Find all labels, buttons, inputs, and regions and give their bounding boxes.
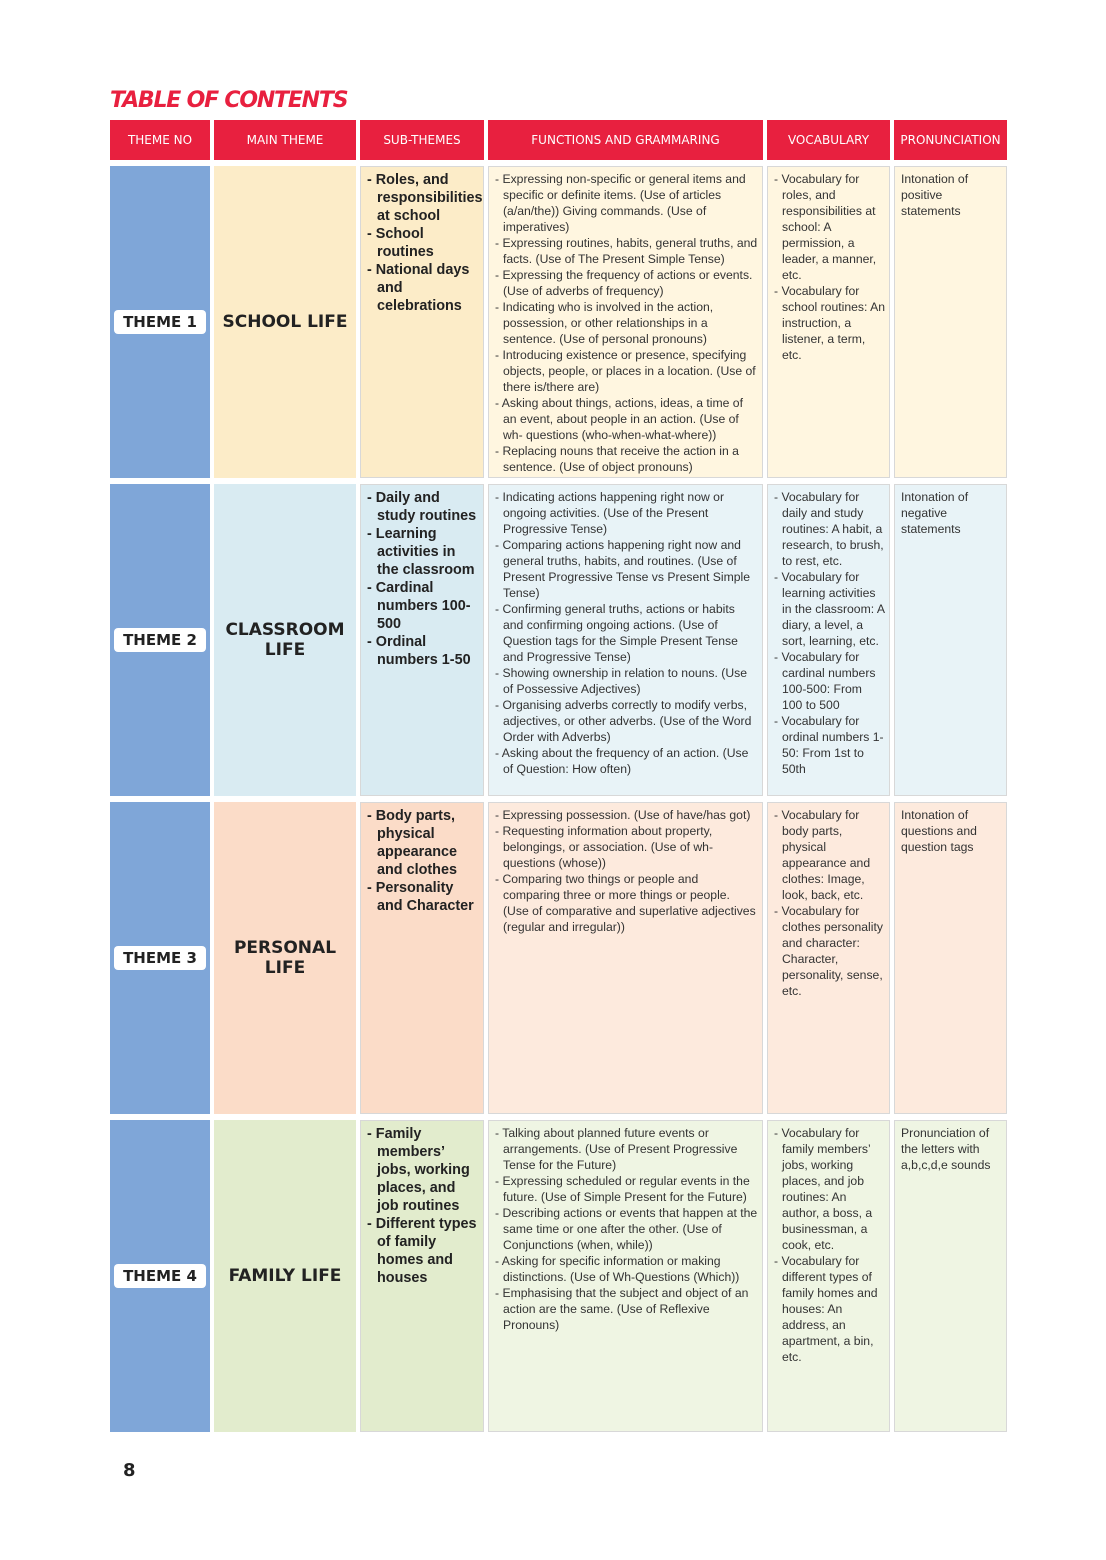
sub-theme-item: - Cardinal numbers 100-500	[367, 580, 471, 632]
vocabulary-cell	[767, 802, 890, 1114]
function-item: - Organising adverbs correctly to modify verbs, adjectives, or other adverbs. (Use of the Word Order with Adverbs)	[495, 698, 752, 744]
sub-theme-item: - Personality and Character	[367, 880, 474, 914]
function-item: - Indicating who is involved in the action, possession, or other relationships in a sentence. (Use of personal pronouns)	[495, 300, 714, 346]
vocabulary-cell	[767, 166, 890, 478]
function-item: - Comparing actions happening right now and general truths, habits, and routines. (Use of Present Progressive Tense vs Present Simple Tense)	[495, 538, 751, 600]
sub-theme-item: - Roles, and responsibilities at school	[367, 172, 483, 224]
sub-theme-item: - National days and celebrations	[367, 262, 470, 314]
header-theme-no: THEME NO	[110, 120, 210, 160]
vocabulary-item: - Vocabulary for daily and study routines: A habit, a research, to brush, to rest, etc.	[774, 490, 884, 568]
sub-theme-item: - School routines	[367, 226, 434, 260]
pronunciation-cell	[894, 484, 1007, 796]
function-item: - Expressing the frequency of actions or events. (Use of adverbs of frequency)	[495, 268, 753, 298]
vocabulary-item: - Vocabulary for ordinal numbers 1-50: From 1st to 50th	[774, 714, 884, 776]
function-item: - Asking about things, actions, ideas, a time of an event, about people in an action. (Use of wh- questions (who-when-what-where))	[495, 396, 743, 442]
theme-number-cell	[110, 166, 210, 478]
function-item: - Expressing scheduled or regular events in the future. (Use of Simple Present for the Future)	[495, 1174, 750, 1204]
pronunciation-text: Pronunciation of the letters with a,b,c,d,e sounds	[901, 1126, 991, 1172]
functions-cell	[488, 1120, 763, 1432]
main-theme-cell: PERSONAL LIFE	[214, 802, 356, 1114]
pronunciation-text: Intonation of questions and question tags	[901, 808, 977, 854]
main-theme-cell: CLASSROOM LIFE	[214, 484, 356, 796]
function-item: - Introducing existence or presence, specifying objects, people, or places in a location. (Use of there is/there are)	[495, 348, 756, 394]
header-main-theme: MAIN THEME	[214, 120, 356, 160]
theme-number-cell	[110, 484, 210, 796]
vocabulary-cell	[767, 484, 890, 796]
theme-number-cell	[110, 1120, 210, 1432]
pronunciation-text: Intonation of negative statements	[901, 490, 969, 536]
vocabulary-item: - Vocabulary for family members’ jobs, working places, and job routines: An author, a boss, a businessman, a cook, etc.	[774, 1126, 873, 1252]
header-sub-themes: SUB-THEMES	[360, 120, 484, 160]
sub-theme-item: - Learning activities in the classroom	[367, 526, 475, 578]
functions-cell	[488, 802, 763, 1114]
page-title: TABLE OF CONTENTS	[110, 88, 348, 113]
pronunciation-cell	[894, 802, 1007, 1114]
function-item: - Describing actions or events that happen at the same time or one after the other. (Use of Conjunctions (when, while))	[495, 1206, 758, 1252]
sub-themes-cell	[360, 1120, 484, 1432]
vocabulary-item: - Vocabulary for school routines: An instruction, a listener, a term, etc.	[774, 284, 885, 362]
functions-cell	[488, 484, 763, 796]
vocabulary-item: - Vocabulary for cardinal numbers 100-500: From 100 to 500	[774, 650, 876, 712]
function-item: - Asking about the frequency of an action. (Use of Question: How often)	[495, 746, 749, 776]
sub-theme-item: - Body parts, physical appearance and clothes	[367, 808, 457, 878]
sub-themes-cell	[360, 484, 484, 796]
sub-theme-item: - Different types of family homes and houses	[367, 1216, 477, 1286]
function-item: - Confirming general truths, actions or habits and confirming ongoing actions. (Use of Question tags for the Simple Present Tense and Progressive Tense)	[495, 602, 738, 664]
sub-themes-cell	[360, 166, 484, 478]
function-item: - Expressing non-specific or general items and specific or definite items. (Use of articles (a/an/the)) Giving commands. (Use of imperatives)	[495, 172, 746, 234]
main-theme-cell: SCHOOL LIFE	[214, 166, 356, 478]
header-vocabulary: VOCABULARY	[767, 120, 890, 160]
theme-badge: THEME 4	[114, 1264, 206, 1288]
theme-number-cell	[110, 802, 210, 1114]
main-theme-cell: FAMILY LIFE	[214, 1120, 356, 1432]
sub-theme-item: - Daily and study routines	[367, 490, 477, 524]
sub-theme-item: - Ordinal numbers 1-50	[367, 634, 471, 668]
function-item: - Indicating actions happening right now or ongoing activities. (Use of the Present Progressive Tense)	[495, 490, 724, 536]
function-item: - Replacing nouns that receive the action in a sentence. (Use of object pronouns)	[495, 444, 739, 474]
vocabulary-cell	[767, 1120, 890, 1432]
function-item: - Talking about planned future events or arrangements. (Use of Present Progressive Tense for the Future)	[495, 1126, 738, 1172]
pronunciation-text: Intonation of positive statements	[901, 172, 969, 218]
header-functions-grammar: FUNCTIONS AND GRAMMARING	[488, 120, 763, 160]
function-item: - Comparing two things or people and comparing three or more things or people. (Use of comparative and superlative adjectives (regular and irregular))	[495, 872, 756, 934]
functions-cell	[488, 166, 763, 478]
theme-badge: THEME 3	[114, 946, 206, 970]
pronunciation-cell	[894, 1120, 1007, 1432]
function-item: - Asking for specific information or making distinctions. (Use of Wh-Questions (Which))	[495, 1254, 740, 1284]
toc-table	[110, 120, 1001, 1432]
function-item: - Expressing possession. (Use of have/has got)	[495, 808, 751, 822]
pronunciation-cell	[894, 166, 1007, 478]
function-item: - Expressing routines, habits, general truths, and facts. (Use of The Present Simple Tense)	[495, 236, 758, 266]
function-item: - Requesting information about property, belongings, or association. (Use of wh- questions (whose))	[495, 824, 714, 870]
vocabulary-item: - Vocabulary for learning activities in the classroom: A diary, a level, a sort, learning, etc.	[774, 570, 885, 648]
function-item: - Showing ownership in relation to nouns. (Use of Possessive Adjectives)	[495, 666, 748, 696]
sub-theme-item: - Family members’ jobs, working places, and job routines	[367, 1126, 470, 1214]
theme-badge: THEME 1	[114, 310, 206, 334]
header-pronunciation: PRONUNCIATION	[894, 120, 1007, 160]
vocabulary-item: - Vocabulary for different types of family homes and houses: An address, an apartment, a bin, etc.	[774, 1254, 878, 1364]
vocabulary-item: - Vocabulary for roles, and responsibilities at school: A permission, a leader, a manner, etc.	[774, 172, 877, 282]
page-number: 8	[123, 1460, 136, 1481]
vocabulary-item: - Vocabulary for clothes personality and character: Character, personality, sense, etc.	[774, 904, 883, 998]
sub-themes-cell	[360, 802, 484, 1114]
vocabulary-item: - Vocabulary for body parts, physical appearance and clothes: Image, look, back, etc.	[774, 808, 871, 902]
theme-badge: THEME 2	[114, 628, 206, 652]
function-item: - Emphasising that the subject and object of an action are the same. (Use of Reflexive Pronouns)	[495, 1286, 749, 1332]
